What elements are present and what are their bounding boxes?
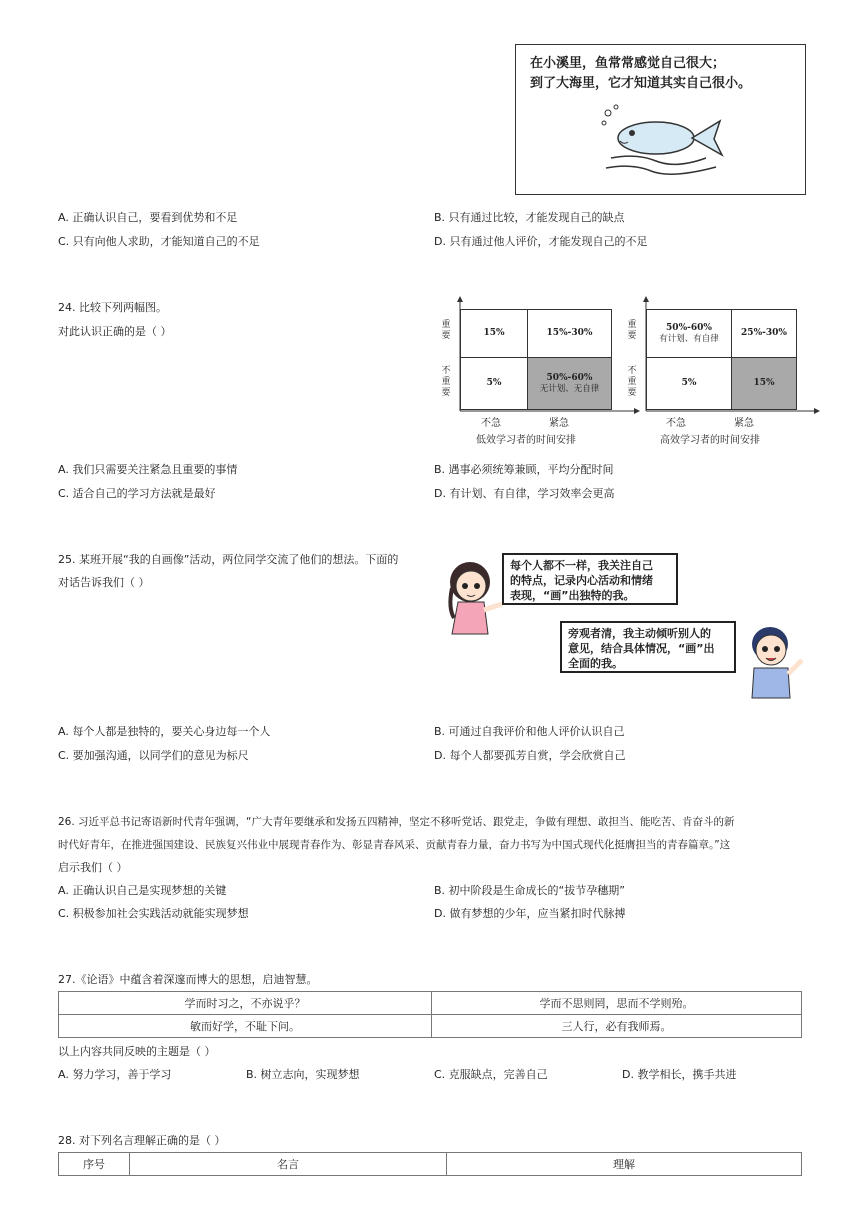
q25-option-c: C. 要加强沟通，以同学们的意见为标尺 <box>58 749 249 762</box>
chart2-cell-important-urgent: 25%-30% <box>731 309 797 358</box>
q28-header-quote: 名言 <box>130 1153 447 1176</box>
fish-caption-line2: 到了大海里，它才知道其实自己很小。 <box>530 76 752 91</box>
q24-option-b: B. 遇事必须统筹兼顾，平均分配时间 <box>434 463 614 476</box>
q27-option-b: B. 树立志向，实现梦想 <box>246 1068 360 1081</box>
boy-bubble-line1: 旁观者清，我主动倾听别人的 <box>568 627 711 640</box>
chart2-cell-unimportant-urgent: 15% <box>731 357 797 410</box>
q27-quote-cell: 敏而好学，不耻下问。 <box>59 1015 432 1038</box>
chart1-title: 低效学习者的时间安排 <box>476 435 576 446</box>
chart1-cell-unimportant-not-urgent: 5% <box>460 357 528 410</box>
q24-option-c: C. 适合自己的学习方法就是最好 <box>58 487 216 500</box>
q25-stem-line1: 25. 某班开展“我的自画像”活动，两位同学交流了他们的想法。下面的 <box>58 553 399 566</box>
table-header-row <box>59 1153 802 1176</box>
q27-question: 以上内容共同反映的主题是（ ） <box>58 1045 216 1058</box>
girl-student-icon <box>440 558 510 636</box>
girl-speech-bubble <box>502 553 678 605</box>
q27-quote-cell: 三人行，必有我师焉。 <box>432 1015 802 1038</box>
q26-option-a: A. 正确认识自己是实现梦想的关键 <box>58 884 227 897</box>
chart1-cell-note: 无计划、无自律 <box>539 383 600 394</box>
table-row <box>59 1015 802 1038</box>
chart2-cell-unimportant-not-urgent: 5% <box>646 357 732 410</box>
q28-stem: 28. 对下列名言理解正确的是（ ） <box>58 1134 226 1147</box>
chart2-row-label-unimportant: 不重要 <box>627 366 637 398</box>
chart2-col-label-not-urgent: 不急 <box>666 418 686 429</box>
q27-stem: 27.《论语》中蕴含着深邃而博大的思想，启迪智慧。 <box>58 973 318 986</box>
q25-option-d: D. 每个人都要孤芳自赏，学会欣赏自己 <box>434 749 626 762</box>
boy-bubble-line2: 意见，结合具体情况，“画”出 <box>568 642 715 655</box>
q27-quote-cell: 学而时习之，不亦说乎？ <box>59 992 432 1015</box>
q27-option-d: D. 教学相长，携手共进 <box>622 1068 737 1081</box>
q25-option-a: A. 每个人都是独特的，要关心身边每一个人 <box>58 725 271 738</box>
table-row <box>59 992 802 1015</box>
fish-caption-line1: 在小溪里，鱼常常感觉自己很大； <box>530 56 726 71</box>
chart1-row-label-important: 重要 <box>441 320 451 341</box>
q27-option-c: C. 克服缺点，完善自己 <box>434 1068 548 1081</box>
q27-quote-cell: 学而不思则罔，思而不学则殆。 <box>432 992 802 1015</box>
chart2-row-label-important: 重要 <box>627 320 637 341</box>
chart1-cell-value: 50%-60% <box>546 372 593 383</box>
q28-table <box>58 1152 802 1176</box>
q28-header-index: 序号 <box>59 1153 130 1176</box>
chart1-cell-important-urgent: 15%-30% <box>527 309 612 358</box>
chart2-cell-value: 50%-60% <box>666 322 712 333</box>
q27-quotes-table <box>58 991 802 1038</box>
fish-illustration-box <box>515 44 806 195</box>
q26-stem-line2: 时代好青年，在推进强国建设、民族复兴伟业中展现青春作为、彰显青春风采、贡献青春力量，奋力书写为中国式现代化挺膺担当的青春篇章。”这 <box>58 839 731 851</box>
q26-option-b: B. 初中阶段是生命成长的“拔节孕穗期” <box>434 884 625 897</box>
fish-icon <box>596 103 736 183</box>
q27-option-a: A. 努力学习，善于学习 <box>58 1068 172 1081</box>
q26-stem-line3: 启示我们（ ） <box>58 861 128 874</box>
q24-option-d: D. 有计划、有自律，学习效率会更高 <box>434 487 615 500</box>
q25-option-b: B. 可通过自我评价和他人评价认识自己 <box>434 725 625 738</box>
chart2-cell-note: 有计划、有自律 <box>659 333 719 344</box>
q26-option-d: D. 做有梦想的少年，应当紧扣时代脉搏 <box>434 907 626 920</box>
q23-option-b: B. 只有通过比较，才能发现自己的缺点 <box>434 211 625 224</box>
boy-speech-bubble <box>560 621 736 673</box>
q24-option-a: A. 我们只需要关注紧急且重要的事情 <box>58 463 238 476</box>
chart2-cell-important-not-urgent <box>646 309 732 358</box>
chart1-col-label-not-urgent: 不急 <box>481 418 501 429</box>
chart1-cell-important-not-urgent: 15% <box>460 309 528 358</box>
q23-option-d: D. 只有通过他人评价，才能发现自己的不足 <box>434 235 648 248</box>
girl-bubble-line3: 表现，“画”出独特的我。 <box>510 589 635 602</box>
boy-bubble-line3: 全面的我。 <box>568 657 623 670</box>
girl-bubble-line2: 的特点，记录内心活动和情绪 <box>510 574 653 587</box>
boy-student-icon <box>740 620 810 700</box>
q26-option-c: C. 积极参加社会实践活动就能实现梦想 <box>58 907 249 920</box>
q26-stem-line1: 26. 习近平总书记寄语新时代青年强调，“广大青年要继承和发扬五四精神，坚定不移听党话、跟党走，争做有理想、敢担当、能吃苦、肯奋斗的新 <box>58 816 735 828</box>
chart2-col-label-urgent: 紧急 <box>734 418 754 429</box>
girl-bubble-line1: 每个人都不一样，我关注自己 <box>510 559 653 572</box>
chart2-title: 高效学习者的时间安排 <box>660 435 760 446</box>
q23-option-c: C. 只有向他人求助，才能知道自己的不足 <box>58 235 260 248</box>
q25-stem-line2: 对话告诉我们（ ） <box>58 576 150 589</box>
chart1-col-label-urgent: 紧急 <box>549 418 569 429</box>
q23-option-a: A. 正确认识自己，要看到优势和不足 <box>58 211 238 224</box>
q28-header-understanding: 理解 <box>447 1153 802 1176</box>
chart1-row-label-unimportant: 不重要 <box>441 366 451 398</box>
q24-stem-line1: 24. 比较下列两幅图。 <box>58 301 167 314</box>
q24-stem-line2: 对此认识正确的是（ ） <box>58 325 172 338</box>
chart1-cell-unimportant-urgent <box>527 357 612 410</box>
